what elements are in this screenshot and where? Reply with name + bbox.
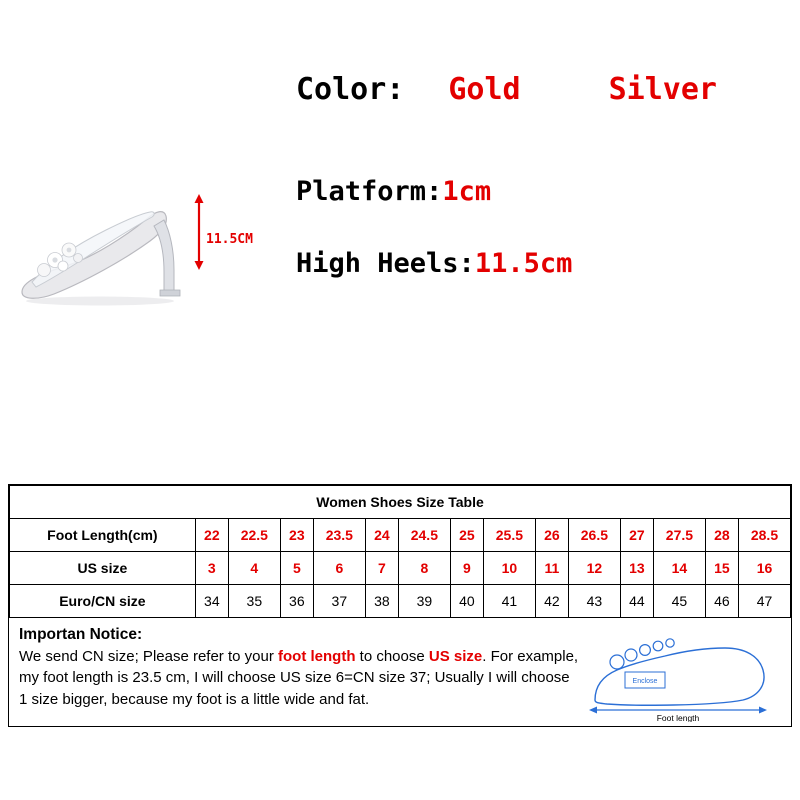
cell-euro-cn-11: 45 (653, 585, 705, 618)
cell-euro-cn-8: 42 (535, 585, 568, 618)
row-header-foot-length: Foot Length(cm) (10, 519, 196, 552)
cell-foot-length-10: 27 (620, 519, 653, 552)
cell-euro-cn-12: 46 (705, 585, 738, 618)
table-title: Women Shoes Size Table (10, 486, 791, 519)
cell-us-size-2: 5 (280, 552, 313, 585)
enclose-label: Enclose (632, 678, 658, 685)
important-notice (9, 618, 791, 726)
notice-us-size-highlight: US size (428, 648, 483, 665)
cell-euro-cn-2: 36 (280, 585, 313, 618)
color-spec-line (296, 72, 717, 107)
cell-foot-length-2: 23 (280, 519, 313, 552)
notice-line-1-part-e: . For example, (482, 648, 579, 665)
cell-foot-length-3: 23.5 (313, 519, 365, 552)
cell-euro-cn-5: 39 (398, 585, 450, 618)
notice-foot-length-highlight: foot length (278, 648, 356, 665)
cell-us-size-11: 14 (653, 552, 705, 585)
heels-spec-line (296, 248, 572, 279)
cell-us-size-8: 11 (535, 552, 568, 585)
cell-us-size-6: 9 (450, 552, 483, 585)
notice-title: Importan Notice: (19, 626, 143, 643)
cell-euro-cn-4: 38 (365, 585, 398, 618)
cell-euro-cn-10: 44 (620, 585, 653, 618)
cell-euro-cn-6: 40 (450, 585, 483, 618)
cell-foot-length-9: 26.5 (568, 519, 620, 552)
product-photo (14, 186, 196, 316)
heels-value: 11.5cm (474, 248, 573, 279)
table-row (10, 552, 791, 585)
color-option-silver: Silver (608, 72, 717, 107)
heels-label: High Heels: (296, 248, 475, 279)
women-shoes-size-table (9, 485, 791, 618)
table-title-row (10, 486, 791, 519)
foot-measurement-diagram (573, 626, 783, 722)
platform-spec-line (296, 176, 491, 207)
cell-us-size-0: 3 (195, 552, 228, 585)
table-row (10, 519, 791, 552)
heel-height-measure-label: 11.5CM (206, 232, 253, 247)
row-header-us-size: US size (10, 552, 196, 585)
cell-foot-length-5: 24.5 (398, 519, 450, 552)
platform-label: Platform: (296, 176, 443, 207)
notice-line-1-part-a: We send CN size; Please refer to your (19, 648, 278, 665)
cell-euro-cn-9: 43 (568, 585, 620, 618)
cell-us-size-10: 13 (620, 552, 653, 585)
high-heel-shoe-illustration (14, 186, 196, 316)
cell-euro-cn-7: 41 (483, 585, 535, 618)
cell-foot-length-1: 22.5 (228, 519, 280, 552)
cell-euro-cn-0: 34 (195, 585, 228, 618)
platform-value: 1cm (442, 176, 492, 207)
cell-us-size-12: 15 (705, 552, 738, 585)
notice-line-3: 1 size bigger, because my foot is a little wide and fat. (19, 690, 370, 708)
cell-foot-length-7: 25.5 (483, 519, 535, 552)
cell-foot-length-0: 22 (195, 519, 228, 552)
cell-us-size-1: 4 (228, 552, 280, 585)
cell-foot-length-6: 25 (450, 519, 483, 552)
cell-us-size-5: 8 (398, 552, 450, 585)
table-row (10, 585, 791, 618)
cell-foot-length-8: 26 (535, 519, 568, 552)
notice-line-2: my foot length is 23.5 cm, I will choose US size 6=CN size 37; Usually I will choose (19, 669, 570, 687)
cell-euro-cn-3: 37 (313, 585, 365, 618)
cell-foot-length-12: 28 (705, 519, 738, 552)
cell-us-size-3: 6 (313, 552, 365, 585)
color-label: Color: (296, 72, 405, 107)
cell-euro-cn-1: 35 (228, 585, 280, 618)
row-header-euro-cn-size: Euro/CN size (10, 585, 196, 618)
cell-foot-length-4: 24 (365, 519, 398, 552)
notice-line-1-part-c: to choose (355, 648, 429, 665)
cell-us-size-13: 16 (738, 552, 790, 585)
foot-length-label: Foot length (656, 713, 700, 722)
cell-foot-length-11: 27.5 (653, 519, 705, 552)
cell-euro-cn-13: 47 (738, 585, 790, 618)
cell-foot-length-13: 28.5 (738, 519, 790, 552)
cell-us-size-4: 7 (365, 552, 398, 585)
cell-us-size-9: 12 (568, 552, 620, 585)
cell-us-size-7: 10 (483, 552, 535, 585)
color-option-gold: Gold (448, 72, 521, 107)
size-table-container (8, 484, 792, 727)
